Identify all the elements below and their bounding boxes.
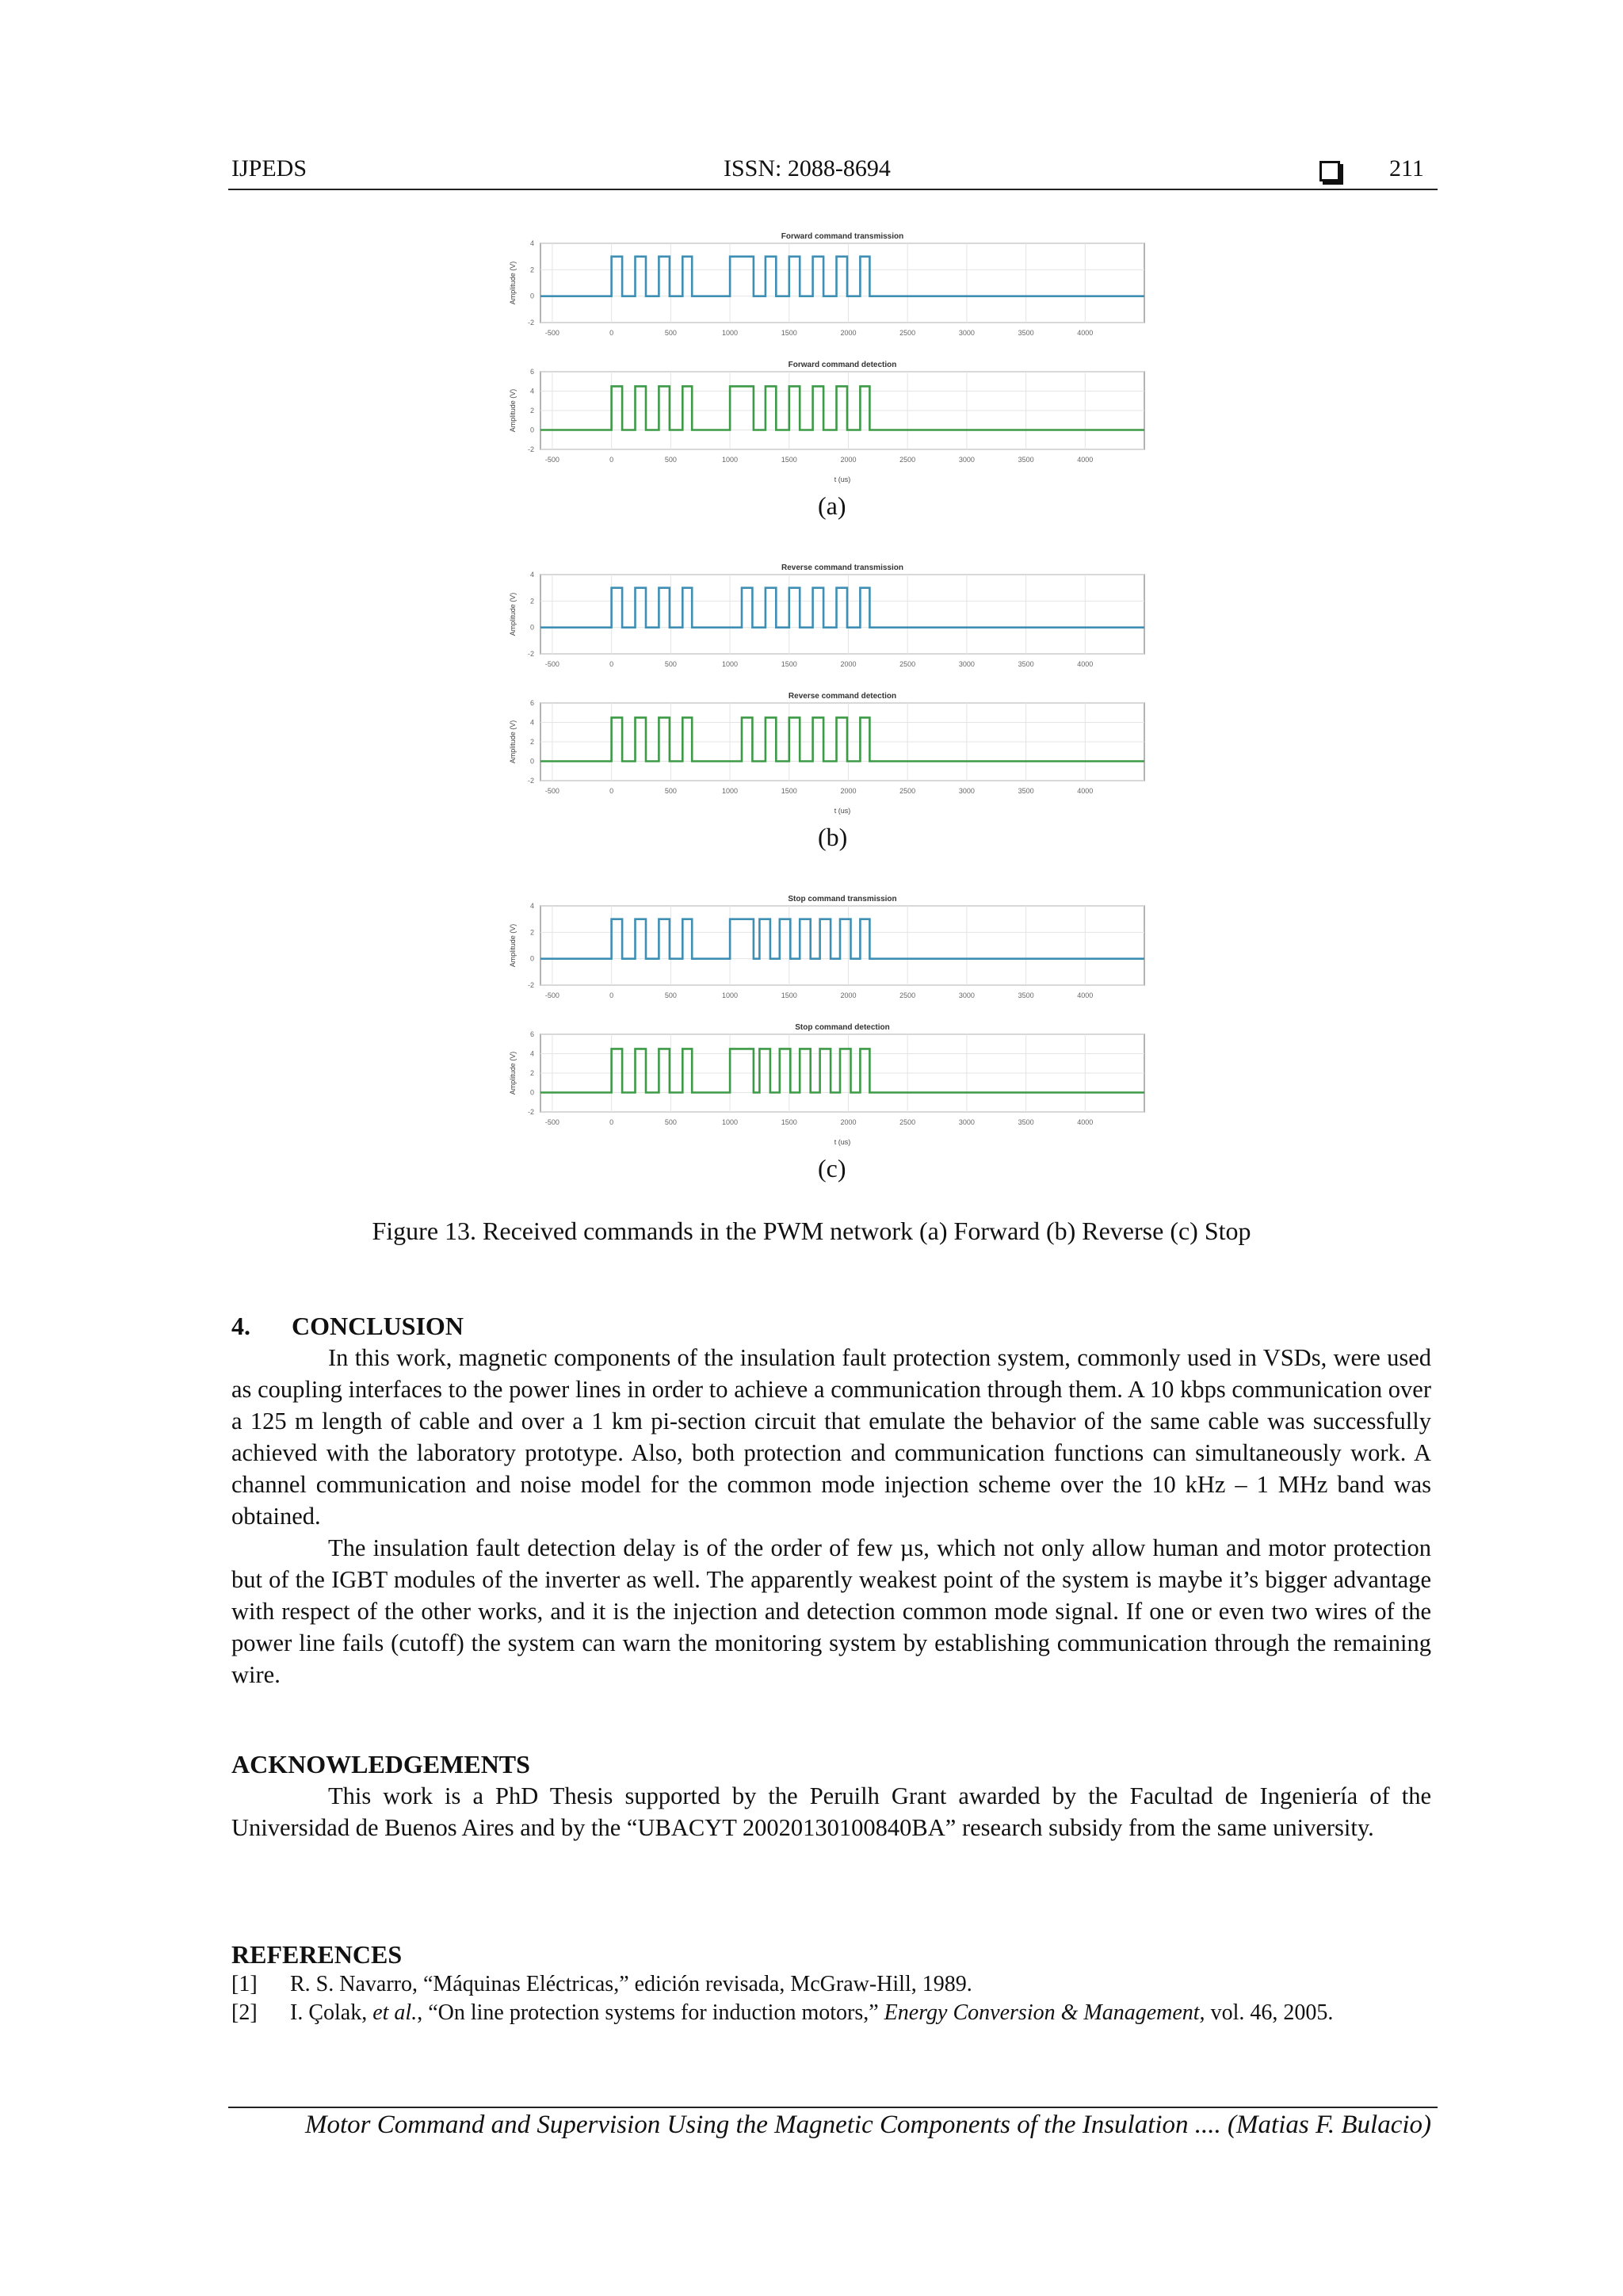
reference-text: R. S. Navarro, “Máquinas Eléctricas,” edición revisada, McGraw-Hill, 1989.: [290, 1972, 972, 1996]
y-tick-label: -2: [527, 650, 534, 658]
conclusion-paragraph-1: In this work, magnetic components of the insulation fault protection system, commonly used in VSDs, were used as coupling interfaces to the power lines in order to achieve a communication through them. A 10 kbps communication over a 125 m length of cable and over a 1 km pi-section circuit that emulate the behavior of the same cable was successfully achieved with the laboratory prototype. Also, both protection and communication functions can simultaneously work. A channel communication and noise model for the common mode injection scheme over the 10 kHz – 1 MHz band was obtained.: [231, 1344, 1431, 1530]
running-footer: Motor Command and Supervision Using the Magnetic Components of the Insulation .... (Matias F. Bulacio): [304, 2111, 1431, 2139]
x-tick-label: 3000: [958, 787, 975, 795]
x-tick-label: 500: [664, 787, 677, 795]
x-tick-label: 3000: [958, 329, 975, 337]
x-tick-label: 3500: [1018, 456, 1034, 464]
x-tick-label: 2000: [840, 329, 857, 337]
plot-reverse-transmission: [506, 557, 1155, 676]
y-tick-label: 2: [529, 597, 534, 606]
x-tick-label: 3000: [958, 991, 975, 999]
y-tick-label: 0: [529, 426, 534, 434]
x-tick-label: 1000: [722, 660, 739, 668]
y-tick-label: 4: [529, 387, 534, 395]
x-tick-label: 4000: [1077, 787, 1094, 795]
x-tick-label: 4000: [1077, 991, 1094, 999]
x-tick-label: 4000: [1077, 660, 1094, 668]
plot-title: Forward command transmission: [781, 232, 904, 241]
reference-details: vol. 46, 2005.: [1205, 2000, 1334, 2025]
x-tick-label: 0: [609, 991, 614, 999]
reference-et-al: et al.: [372, 2000, 418, 2025]
x-tick-label: 2500: [899, 456, 916, 464]
x-tick-label: 500: [664, 991, 677, 999]
plot-title: Reverse command transmission: [781, 563, 903, 572]
y-axis-label: Amplitude (V): [509, 261, 517, 305]
x-tick-label: -500: [544, 660, 559, 668]
section-heading-acknowledgements: ACKNOWLEDGEMENTS: [231, 1750, 530, 1778]
reference-text: [290, 1999, 1431, 2027]
plot-title: Forward command detection: [788, 361, 897, 369]
conclusion-paragraph-2: The insulation fault detection delay is of the order of few µs, which not only allow human and motor protection but of the IGBT modules of the inverter as well. The apparently weakest point of the system is maybe it’s bigger advantage with respect of the other works, and it is the injection and detection common mode signal. If one or even two wires of the power line fails (cutoff) the system can warn the monitoring system by establishing communication through the remaining wire.: [231, 1534, 1431, 1688]
x-axis-label: t (us): [834, 1138, 851, 1146]
y-tick-label: -2: [527, 1108, 534, 1116]
x-tick-label: 0: [609, 456, 614, 464]
x-tick-label: 3000: [958, 660, 975, 668]
y-tick-label: 6: [529, 368, 534, 376]
plot-title: Reverse command detection: [788, 692, 897, 701]
plot-stop-transmission: [506, 888, 1155, 1007]
subfigure-label-c: (c): [818, 1154, 846, 1182]
x-axis-label: t (us): [834, 807, 851, 815]
x-tick-label: 1000: [722, 991, 739, 999]
plot-reverse-detection: [506, 686, 1155, 816]
x-tick-label: 3500: [1018, 329, 1034, 337]
reference-2: [231, 1999, 1431, 2027]
y-tick-label: 4: [529, 902, 534, 910]
reference-journal: Energy Conversion & Management,: [884, 2000, 1205, 2025]
issn: ISSN: 2088-8694: [724, 155, 891, 181]
y-tick-label: 2: [529, 738, 534, 746]
y-axis-label: Amplitude (V): [509, 1051, 517, 1095]
x-tick-label: 2500: [899, 1118, 916, 1126]
plot-area: [540, 906, 1144, 985]
x-tick-label: 500: [664, 456, 677, 464]
x-tick-label: 2000: [840, 991, 857, 999]
y-tick-label: 0: [529, 623, 534, 632]
x-tick-label: 1000: [722, 787, 739, 795]
y-tick-label: 2: [529, 266, 534, 274]
plot-title: Stop command detection: [795, 1023, 890, 1032]
x-tick-label: 3500: [1018, 991, 1034, 999]
x-tick-label: 4000: [1077, 1118, 1094, 1126]
y-axis-label: Amplitude (V): [509, 592, 517, 636]
plot-area: [540, 243, 1144, 323]
y-tick-label: 0: [529, 292, 534, 300]
plot-forward-detection: [506, 354, 1155, 485]
page-number: 211: [1389, 155, 1424, 181]
reference-number: [2]: [231, 2000, 258, 2025]
y-axis-label: Amplitude (V): [509, 388, 517, 433]
x-tick-label: 3000: [958, 1118, 975, 1126]
y-tick-label: 6: [529, 699, 534, 707]
checkbox-square-icon: [1319, 161, 1340, 181]
x-tick-label: 1000: [722, 329, 739, 337]
x-tick-label: 4000: [1077, 329, 1094, 337]
section-number: 4.: [231, 1312, 250, 1340]
y-tick-label: 0: [529, 757, 534, 766]
x-tick-label: 2500: [899, 991, 916, 999]
x-tick-label: 500: [664, 329, 677, 337]
x-tick-label: 2000: [840, 787, 857, 795]
x-tick-label: 1500: [781, 329, 797, 337]
x-tick-label: 1500: [781, 660, 797, 668]
x-tick-label: 2500: [899, 787, 916, 795]
y-tick-label: 0: [529, 954, 534, 963]
reference-title: , “On line protection systems for induction motors,”: [417, 2000, 884, 2025]
section-heading-conclusion: [231, 1312, 464, 1341]
y-tick-label: -2: [527, 319, 534, 327]
x-tick-label: -500: [544, 991, 559, 999]
y-tick-label: -2: [527, 445, 534, 453]
plot-stop-detection: [506, 1017, 1155, 1148]
x-tick-label: 1500: [781, 1118, 797, 1126]
x-axis-label: t (us): [834, 476, 851, 483]
subfigure-label-b: (b): [818, 823, 848, 851]
conclusion-body: [231, 1342, 1431, 1690]
x-tick-label: 2000: [840, 456, 857, 464]
x-tick-label: 3000: [958, 456, 975, 464]
x-tick-label: -500: [544, 329, 559, 337]
x-tick-label: 0: [609, 787, 614, 795]
y-tick-label: -2: [527, 981, 534, 989]
y-tick-label: 0: [529, 1088, 534, 1097]
reference-1: [231, 1970, 1431, 1999]
x-tick-label: 2000: [840, 660, 857, 668]
y-tick-label: -2: [527, 777, 534, 785]
y-axis-label: Amplitude (V): [509, 720, 517, 764]
x-tick-label: 3500: [1018, 1118, 1034, 1126]
y-tick-label: 4: [529, 239, 534, 247]
x-tick-label: 2000: [840, 1118, 857, 1126]
x-tick-label: 500: [664, 1118, 677, 1126]
plot-title: Stop command transmission: [788, 895, 897, 904]
plot-area: [540, 575, 1144, 654]
x-tick-label: 4000: [1077, 456, 1094, 464]
y-tick-label: 2: [529, 407, 534, 415]
y-tick-label: 2: [529, 1069, 534, 1077]
acknowledgements-paragraph: This work is a PhD Thesis supported by the Peruilh Grant awarded by the Facultad de Ingeniería of the Universidad de Buenos Aires and by the “UBACYT 20020130100840BA” research subsidy from the same university.: [231, 1782, 1431, 1841]
x-tick-label: 0: [609, 329, 614, 337]
x-tick-label: -500: [544, 456, 559, 464]
subfigure-label-a: (a): [818, 491, 846, 520]
x-tick-label: -500: [544, 787, 559, 795]
y-tick-label: 2: [529, 928, 534, 937]
journal-name: IJPEDS: [231, 155, 307, 181]
x-tick-label: 500: [664, 660, 677, 668]
x-tick-label: 2500: [899, 660, 916, 668]
x-tick-label: -500: [544, 1118, 559, 1126]
y-tick-label: 4: [529, 571, 534, 579]
footer-rule: [228, 2107, 1438, 2108]
reference-author: I. Çolak,: [290, 2000, 373, 2025]
y-tick-label: 6: [529, 1030, 534, 1038]
figure-caption: Figure 13. Received commands in the PWM network (a) Forward (b) Reverse (c) Stop: [372, 1217, 1251, 1245]
reference-number: [1]: [231, 1972, 258, 1996]
x-tick-label: 1500: [781, 991, 797, 999]
x-tick-label: 1500: [781, 456, 797, 464]
acknowledgements-body: [231, 1780, 1431, 1843]
y-tick-label: 4: [529, 1049, 534, 1058]
plot-forward-transmission: [506, 226, 1155, 345]
x-tick-label: 0: [609, 660, 614, 668]
x-tick-label: 1000: [722, 1118, 739, 1126]
y-tick-label: 4: [529, 718, 534, 727]
x-tick-label: 0: [609, 1118, 614, 1126]
header-rule: [228, 189, 1438, 190]
section-heading-references: REFERENCES: [231, 1940, 403, 1969]
x-tick-label: 3500: [1018, 787, 1034, 795]
x-tick-label: 3500: [1018, 660, 1034, 668]
x-tick-label: 2500: [899, 329, 916, 337]
x-tick-label: 1000: [722, 456, 739, 464]
y-axis-label: Amplitude (V): [509, 923, 517, 968]
section-title: CONCLUSION: [292, 1312, 464, 1340]
x-tick-label: 1500: [781, 787, 797, 795]
